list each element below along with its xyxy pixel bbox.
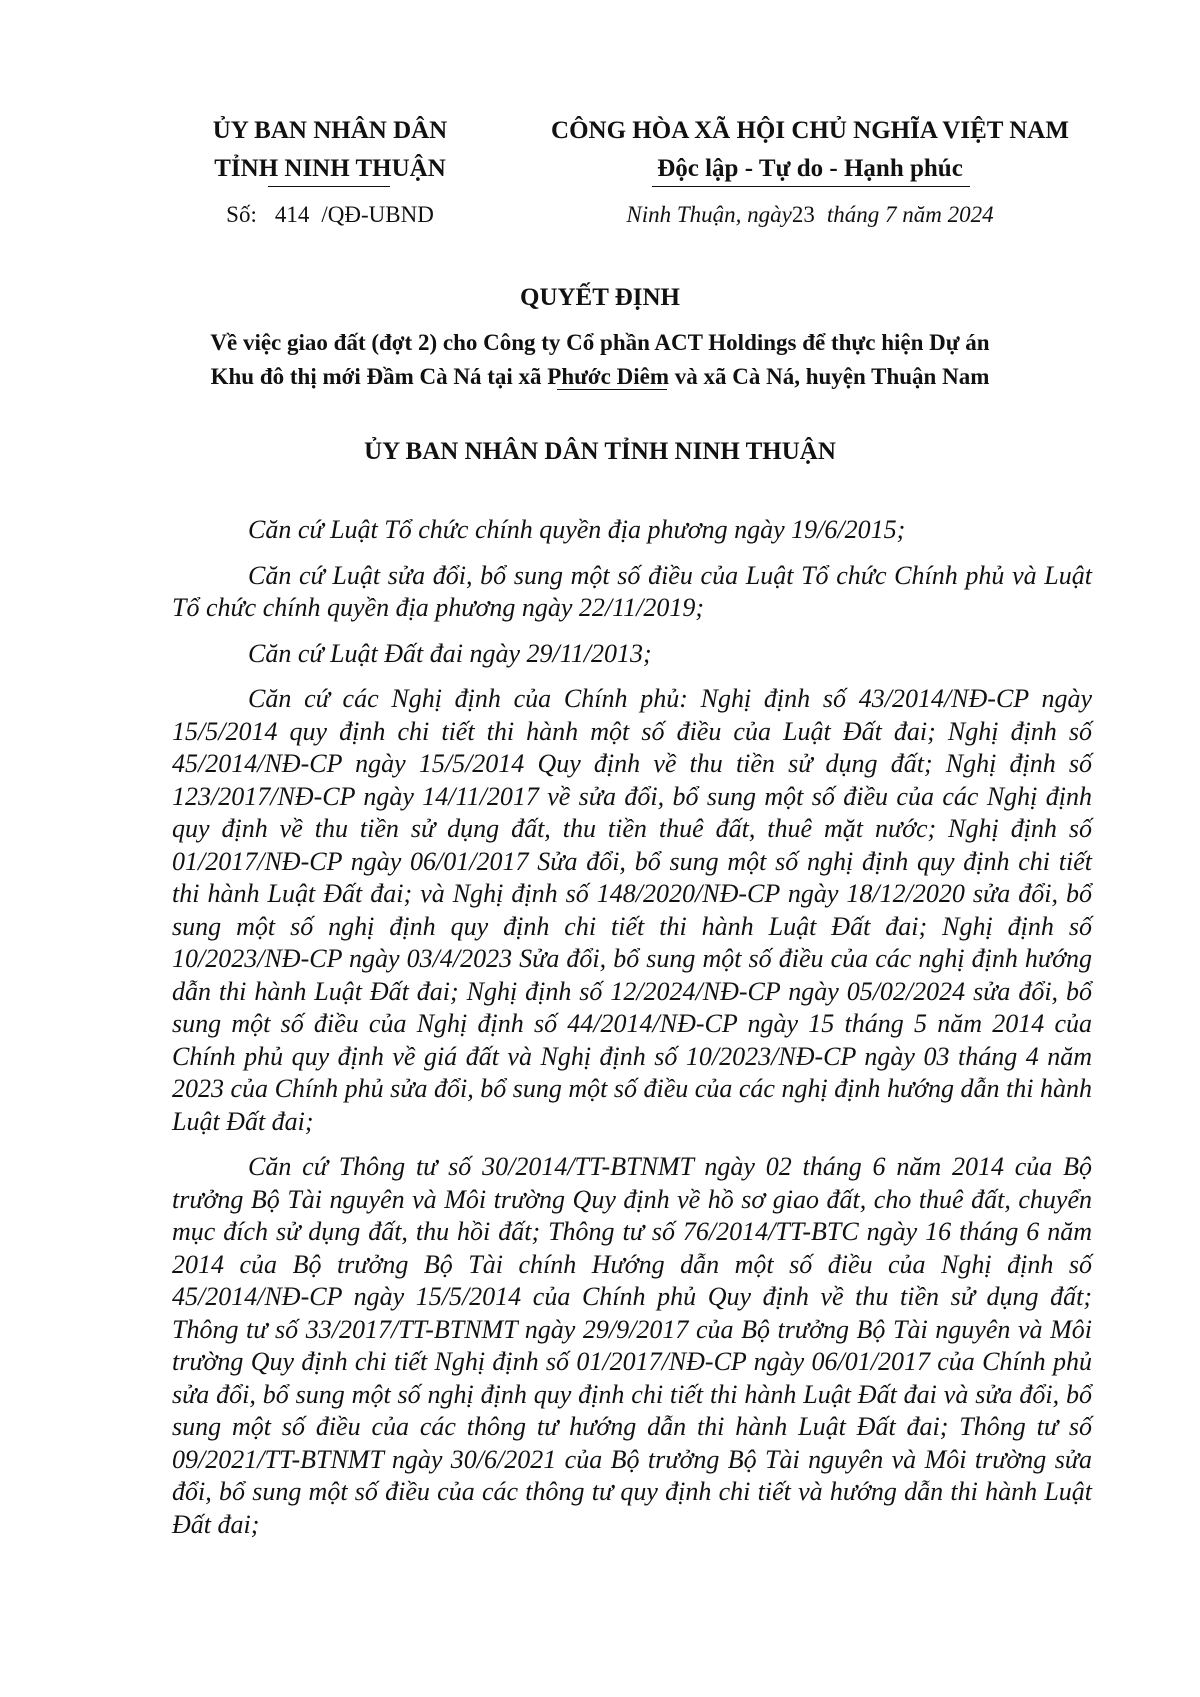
subject-line-2: Khu đô thị mới Đầm Cà Ná tại xã Phước Diêm và xã Cà Ná, huyện Thuận Nam <box>210 364 990 389</box>
basis-paragraph: Căn cứ các Nghị định của Chính phủ: Nghị định số 43/2014/NĐ-CP ngày 15/5/2014 quy định chi tiết thi hành một số điều của Luật Đất đai; Nghị định số 45/2014/NĐ-CP ngày 15/5/2014 Quy định về thu tiền sử dụng đất; Nghị định số 123/2017/NĐ-CP ngày 14/11/2017 về sửa đổi, bổ sung một số điều của các Nghị định quy định về thu tiền sử dụng đất, thu tiền thuê đất, thuê mặt nước; Nghị định số 01/2017/NĐ-CP ngày 06/01/2017 Sửa đổi, bổ sung một số nghị định quy định chi tiết thi hành Luật Đất đai; và Nghị định số 148/2020/NĐ-CP ngày 18/12/2020 sửa đổi, bổ sung một số nghị định quy định chi tiết thi hành Luật Đất đai; Nghị định số 10/2023/NĐ-CP ngày 03/4/2023 Sửa đổi, bổ sung một số điều của các nghị định hướng dẫn thi hành Luật Đất đai; Nghị định số 12/2024/NĐ-CP ngày 05/02/2024 sửa đổi, bổ sung một số điều của Nghị định số 44/2014/NĐ-CP ngày 15 tháng 5 năm 2014 của Chính phủ quy định về giá đất và Nghị định số 10/2023/NĐ-CP ngày 03 tháng 4 năm 2023 của Chính phủ sửa đổi, bổ sung một số điều của các nghị định hướng dẫn thi hành Luật Đất đai; <box>172 684 1092 1136</box>
number-value: 414 <box>274 202 310 227</box>
motto-underline <box>652 186 970 187</box>
decision-subject <box>100 326 1100 394</box>
document-number <box>160 202 500 228</box>
issuing-agency <box>160 112 500 188</box>
legal-basis <box>172 514 1092 1554</box>
subject-line-1: Về việc giao đất (đợt 2) cho Công ty Cổ phần ACT Holdings để thực hiện Dự án <box>210 330 990 355</box>
basis-paragraph: Căn cứ Luật Tổ chức chính quyền địa phương ngày 19/6/2015; <box>248 515 906 544</box>
agency-line-1: ỦY BAN NHÂN DÂN <box>212 117 448 144</box>
basis-paragraph: Căn cứ Luật Đất đai ngày 29/11/2013; <box>248 638 652 668</box>
agency-underline <box>268 186 390 187</box>
motto-line: Độc lập - Tự do - Hạnh phúc <box>657 155 963 182</box>
number-label: Số: <box>226 202 257 227</box>
national-motto <box>520 112 1100 188</box>
issue-date <box>520 202 1100 228</box>
date-place: Ninh Thuận, ngày <box>626 202 792 227</box>
basis-paragraph: Căn cứ Luật sửa đổi, bổ sung một số điều của Luật Tổ chức Chính phủ và Luật Tổ chức chính quyền địa phương ngày 22/11/2019; <box>172 560 1092 622</box>
authority-heading: ỦY BAN NHÂN DÂN TỈNH NINH THUẬN <box>364 438 836 465</box>
agency-line-2: TỈNH NINH THUẬN <box>214 155 446 182</box>
country-name: CÔNG HÒA XÃ HỘI CHỦ NGHĨA VIỆT NAM <box>551 117 1069 144</box>
title-divider <box>557 389 667 390</box>
decision-title: QUYẾT ĐỊNH <box>520 284 680 311</box>
date-month-year: tháng 7 năm 2024 <box>826 202 994 227</box>
date-day: 23 <box>791 202 815 227</box>
basis-paragraph: Căn cứ Thông tư số 30/2014/TT-BTNMT ngày 02 tháng 6 năm 2014 của Bộ trưởng Bộ Tài nguyên và Môi trường Quy định về hồ sơ giao đất, cho thuê đất, chuyển mục đích sử dụng đất, thu hồi đất; Thông tư số 76/2014/TT-BTC ngày 16 tháng 6 năm 2014 của Bộ trưởng Bộ Tài chính Hướng dẫn một số điều của Nghị định số 45/2014/NĐ-CP ngày 15/5/2014 của Chính phủ Quy định về thu tiền sử dụng đất; Thông tư số 33/2017/TT-BTNMT ngày 29/9/2017 của Bộ trưởng Bộ Tài nguyên và Môi trường Quy định chi tiết Nghị định số 01/2017/NĐ-CP ngày 06/01/2017 của Chính phủ sửa đổi, bổ sung một số nghị định quy định chi tiết thi hành Luật Đất đai và sửa đổi, bổ sung một số điều của các thông tư hướng dẫn thi hành Luật Đất đai; Thông tư số 09/2021/TT-BTNMT ngày 30/6/2021 của Bộ trưởng Bộ Tài nguyên và Môi trường sửa đổi, bổ sung một số điều của các thông tư quy định chi tiết và hướng dẫn thi hành Luật Đất đai; <box>172 1152 1092 1539</box>
number-suffix: /QĐ-UBND <box>321 202 434 227</box>
